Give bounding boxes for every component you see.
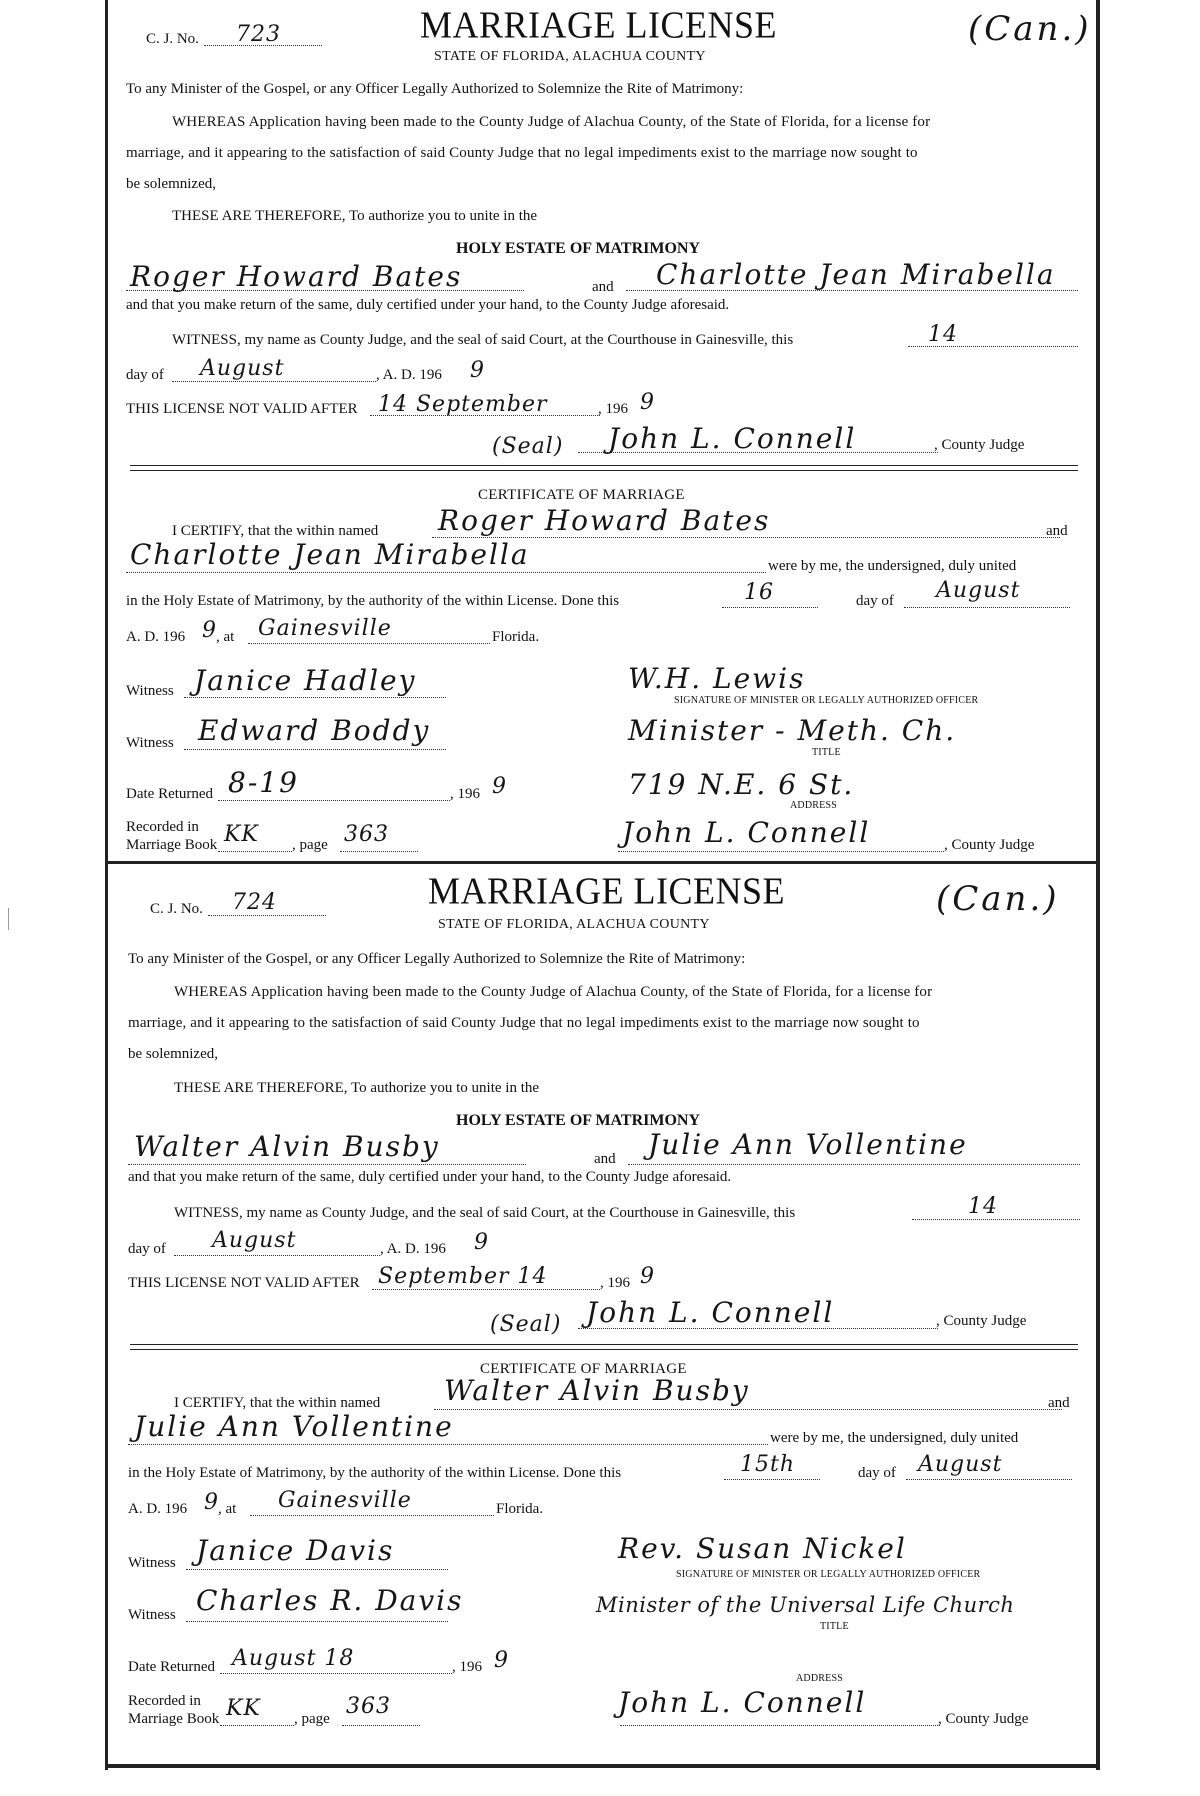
- witness-2-line: [184, 749, 446, 750]
- returned-year-prefix: , 196: [452, 1659, 482, 1675]
- judge-signature: John L. Connell: [586, 1296, 835, 1329]
- witness-1-line: [186, 1569, 448, 1570]
- county-judge-label-2: , County Judge: [938, 1711, 1029, 1727]
- page-value: 363: [346, 1694, 391, 1719]
- license-title: MARRIAGE LICENSE: [428, 870, 785, 912]
- expire-year-digit: 9: [640, 1264, 655, 1289]
- whereas-line-3: be solemnized,: [126, 176, 216, 192]
- return-line: and that you make return of the same, duly certified under your hand, to the County Judge aforesaid.: [126, 297, 730, 313]
- therefore-line: THESE ARE THEREFORE, To authorize you to unite in the: [172, 208, 538, 224]
- ad-label-2: A. D. 196: [126, 629, 186, 645]
- cert-bride-line: [126, 572, 766, 573]
- officer-signature: W.H. Lewis: [628, 662, 806, 695]
- not-valid-label: THIS LICENSE NOT VALID AFTER: [128, 1275, 360, 1291]
- returned-year-digit: 9: [494, 1648, 509, 1673]
- expire-date: September 14: [378, 1264, 548, 1289]
- witness-2-label: Witness: [128, 1607, 176, 1623]
- certificate-title: CERTIFICATE OF MARRIAGE: [480, 1361, 687, 1377]
- place: Gainesville: [278, 1488, 412, 1513]
- done-day: 15th: [740, 1452, 796, 1477]
- returned-year-prefix: , 196: [450, 786, 480, 802]
- scan-edge-mark: [8, 908, 9, 930]
- cj-number-value: 723: [236, 22, 281, 47]
- recorded-in-label: Recorded in: [128, 1693, 201, 1709]
- judge-signature: John L. Connell: [608, 422, 857, 455]
- title-caption: TITLE: [812, 747, 841, 758]
- cj-number-value: 724: [232, 890, 277, 915]
- and-label: and: [592, 279, 614, 295]
- day-of-label: day of: [128, 1241, 166, 1257]
- cert-bride: Charlotte Jean Mirabella: [130, 538, 530, 571]
- county-judge-label: , County Judge: [936, 1313, 1027, 1329]
- recorder-signature-line: [618, 851, 944, 852]
- page-line: [342, 1725, 420, 1726]
- page-label: , page: [292, 837, 328, 853]
- officer-address: 719 N.E. 6 St.: [628, 768, 855, 801]
- done-year-digit: 9: [202, 618, 217, 643]
- bride-line: [628, 1164, 1080, 1165]
- done-month: August: [918, 1452, 1003, 1477]
- ad-label: , A. D. 196: [380, 1241, 446, 1257]
- license-subtitle: STATE OF FLORIDA, ALACHUA COUNTY: [434, 49, 706, 64]
- done-month: August: [936, 578, 1021, 603]
- whereas-line-1: WHEREAS Application having been made to the County Judge of Alachua County, of the State of Florida, for a license for: [172, 114, 931, 130]
- therefore-line: THESE ARE THEREFORE, To authorize you to unite in the: [174, 1080, 540, 1096]
- day-of-label-2: day of: [856, 593, 894, 609]
- expire-year-digit: 9: [640, 390, 655, 415]
- date-returned: August 18: [232, 1646, 355, 1671]
- date-returned-line: [218, 800, 450, 801]
- witness-2-signature: Charles R. Davis: [196, 1584, 464, 1617]
- not-valid-label: THIS LICENSE NOT VALID AFTER: [126, 401, 358, 417]
- issue-day: 14: [968, 1194, 998, 1219]
- recorder-signature: John L. Connell: [618, 1686, 867, 1719]
- county-judge-label: , County Judge: [934, 437, 1025, 453]
- cj-number-label: C. J. No.: [146, 31, 199, 47]
- certify-label: I CERTIFY, that the within named: [172, 523, 379, 539]
- cert-bride: Julie Ann Vollentine: [134, 1410, 454, 1443]
- done-year-digit: 9: [204, 1490, 219, 1515]
- at-label: , at: [216, 629, 235, 645]
- book-line: [218, 851, 292, 852]
- at-label: , at: [218, 1501, 237, 1517]
- officer-caption: SIGNATURE OF MINISTER OR LEGALLY AUTHORIZED OFFICER: [676, 1569, 981, 1580]
- witness-1-signature: Janice Hadley: [194, 664, 417, 697]
- cert-groom: Walter Alvin Busby: [444, 1374, 750, 1407]
- date-returned: 8-19: [228, 766, 299, 799]
- groom-line: [128, 1164, 526, 1165]
- cert-groom-line: [434, 1409, 1062, 1410]
- groom-name: Roger Howard Bates: [130, 260, 463, 293]
- done-month-line: [904, 607, 1070, 608]
- book-line: [220, 1725, 294, 1726]
- handwritten-annotation: (Can.): [968, 9, 1092, 49]
- whereas-line-3: be solemnized,: [128, 1046, 218, 1062]
- holy-estate-line: in the Holy Estate of Matrimony, by the authority of the within License. Done this: [126, 593, 620, 609]
- issue-month: August: [200, 356, 285, 381]
- marriage-book-label: Marriage Book: [128, 1711, 220, 1727]
- seal-mark: (Seal): [492, 434, 564, 459]
- bride-name: Charlotte Jean Mirabella: [656, 258, 1056, 291]
- cert-groom: Roger Howard Bates: [438, 504, 771, 537]
- book-value: KK: [224, 822, 259, 847]
- and-label: and: [594, 1151, 616, 1167]
- officer-title: Minister of the Universal Life Church: [596, 1593, 1015, 1617]
- whereas-line-1: WHEREAS Application having been made to the County Judge of Alachua County, of the State of Florida, for a license for: [174, 984, 933, 1000]
- witness-1-line: [184, 697, 446, 698]
- witness-2-signature: Edward Boddy: [198, 714, 431, 747]
- issue-day: 14: [928, 322, 958, 347]
- marriage-license-724: [108, 870, 1096, 1764]
- witness-line: WITNESS, my name as County Judge, and the seal of said Court, at the Courthouse in Gainesville, this: [174, 1205, 796, 1221]
- address-caption: ADDRESS: [796, 1673, 843, 1684]
- certify-label: I CERTIFY, that the within named: [174, 1395, 381, 1411]
- officer-title: Minister - Meth. Ch.: [628, 714, 957, 747]
- license-title: MARRIAGE LICENSE: [420, 4, 777, 47]
- certificate-title: CERTIFICATE OF MARRIAGE: [478, 487, 685, 503]
- united-label: were by me, the undersigned, duly united: [770, 1430, 1019, 1446]
- whereas-line-2: marriage, and it appearing to the satisfaction of said County Judge that no legal impediments exist to the marriage now sought to: [126, 145, 918, 161]
- witness-1-signature: Janice Davis: [196, 1534, 395, 1567]
- cert-and-label: and: [1046, 523, 1068, 539]
- expire-year-prefix: , 196: [600, 1275, 630, 1291]
- whereas-line-2: marriage, and it appearing to the satisfaction of said County Judge that no legal impediments exist to the marriage now sought to: [128, 1015, 920, 1031]
- witness-2-label: Witness: [126, 735, 174, 751]
- marriage-license-723: [108, 0, 1096, 862]
- marriage-book-label: Marriage Book: [126, 837, 218, 853]
- seal-mark: (Seal): [490, 1312, 562, 1337]
- issue-year-digit: 9: [470, 358, 485, 383]
- title-caption: TITLE: [820, 1621, 849, 1632]
- handwritten-annotation: (Can.): [936, 879, 1060, 919]
- license-subtitle: STATE OF FLORIDA, ALACHUA COUNTY: [438, 917, 710, 932]
- witness-1-label: Witness: [126, 683, 174, 699]
- done-day: 16: [744, 580, 774, 605]
- recorder-signature-line: [620, 1725, 940, 1726]
- witness-1-label: Witness: [128, 1555, 176, 1571]
- date-returned-label: Date Returned: [126, 786, 214, 802]
- salutation: To any Minister of the Gospel, or any Officer Legally Authorized to Solemnize the Rite of Matrimony:: [126, 81, 744, 97]
- holy-estate-heading: HOLY ESTATE OF MATRIMONY: [456, 240, 701, 257]
- date-returned-label: Date Returned: [128, 1659, 216, 1675]
- book-value: KK: [226, 1696, 261, 1721]
- witness-line: WITNESS, my name as County Judge, and the seal of said Court, at the Courthouse in Gainesville, this: [172, 332, 794, 348]
- frame-bottom-border: [105, 1764, 1100, 1768]
- place: Gainesville: [258, 616, 392, 641]
- issue-year-digit: 9: [474, 1230, 489, 1255]
- section-double-rule: [130, 465, 1078, 471]
- united-label: were by me, the undersigned, duly united: [768, 558, 1017, 574]
- address-caption: ADDRESS: [790, 800, 837, 811]
- cj-number-label: C. J. No.: [150, 901, 203, 917]
- day-of-label-2: day of: [858, 1465, 896, 1481]
- returned-year-digit: 9: [492, 774, 507, 799]
- ad-label: , A. D. 196: [376, 367, 442, 383]
- florida-label: Florida.: [492, 629, 540, 645]
- holy-estate-line: in the Holy Estate of Matrimony, by the authority of the within License. Done this: [128, 1465, 622, 1481]
- issue-month: August: [212, 1228, 297, 1253]
- page-value: 363: [344, 822, 389, 847]
- cert-bride-line: [128, 1444, 768, 1445]
- bride-name: Julie Ann Vollentine: [648, 1128, 968, 1161]
- cert-and-label: and: [1048, 1395, 1070, 1411]
- expire-year-prefix: , 196: [598, 401, 628, 417]
- witness-2-line: [186, 1621, 448, 1622]
- page-label: , page: [294, 1711, 330, 1727]
- groom-name: Walter Alvin Busby: [134, 1130, 440, 1163]
- day-of-label: day of: [126, 367, 164, 383]
- section-double-rule: [130, 1344, 1078, 1350]
- expire-date: 14 September: [378, 392, 548, 417]
- frame-right-border: [1096, 0, 1100, 1770]
- county-judge-label-2: , County Judge: [944, 837, 1035, 853]
- return-line: and that you make return of the same, duly certified under your hand, to the County Judge aforesaid.: [128, 1169, 732, 1185]
- holy-estate-heading: HOLY ESTATE OF MATRIMONY: [456, 1112, 701, 1129]
- page-line: [340, 851, 418, 852]
- salutation: To any Minister of the Gospel, or any Officer Legally Authorized to Solemnize the Rite of Matrimony:: [128, 951, 746, 967]
- florida-label: Florida.: [496, 1501, 544, 1517]
- recorded-in-label: Recorded in: [126, 819, 199, 835]
- officer-signature: Rev. Susan Nickel: [618, 1532, 907, 1565]
- ad-label-2: A. D. 196: [128, 1501, 188, 1517]
- recorder-signature: John L. Connell: [622, 816, 871, 849]
- officer-caption: SIGNATURE OF MINISTER OR LEGALLY AUTHORIZED OFFICER: [674, 695, 979, 706]
